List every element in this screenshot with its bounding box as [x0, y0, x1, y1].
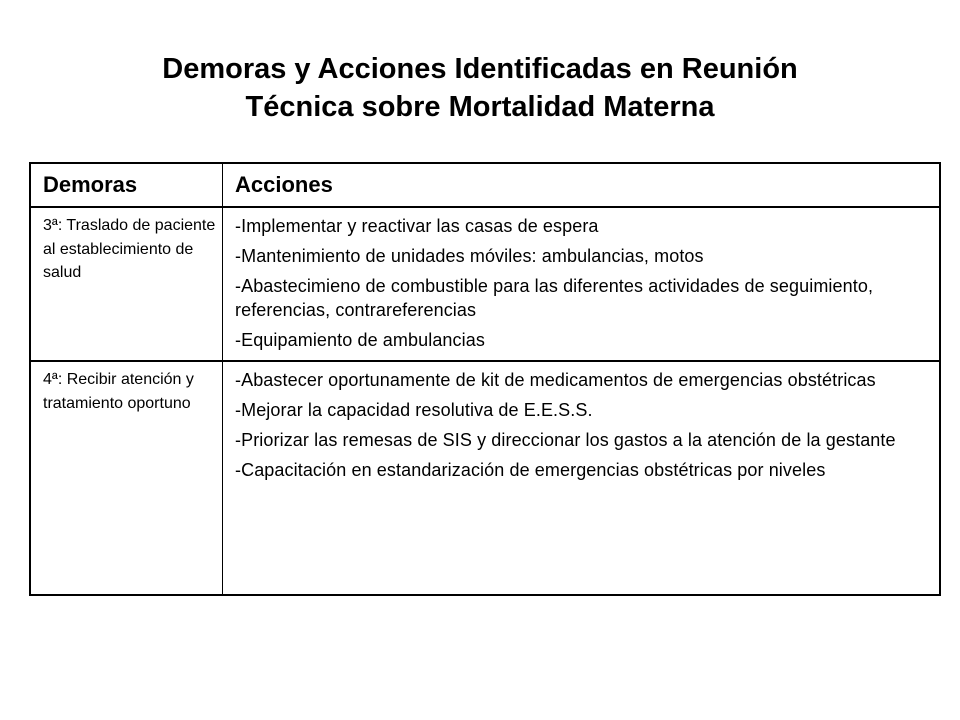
slide-title-line-1: Demoras y Acciones Identificadas en Reunión	[162, 53, 798, 85]
action-item: -Mejorar la capacidad resolutiva de E.E.S.S.	[235, 400, 593, 420]
delay-cell: 4ª: Recibir atención y tratamiento oportuno	[30, 361, 223, 595]
action-item: -Equipamiento de ambulancias	[235, 330, 485, 350]
slide-title-line-2: Técnica sobre Mortalidad Materna	[245, 91, 715, 123]
delay-cell: 3ª: Traslado de paciente al establecimiento de salud	[30, 207, 223, 361]
action-item: -Abastecimieno de combustible para las diferentes actividades de seguimiento, referencias, contrareferencias	[235, 276, 874, 320]
table-header-row	[30, 163, 940, 207]
table-row	[30, 361, 940, 595]
action-item: -Implementar y reactivar las casas de espera	[235, 216, 599, 236]
actions-cell	[223, 361, 941, 595]
slide-title	[40, 50, 920, 126]
action-item: -Abastecer oportunamente de kit de medicamentos de emergencias obstétricas	[235, 370, 876, 390]
header-delays: Demoras	[30, 163, 223, 207]
action-item: -Priorizar las remesas de SIS y direccionar los gastos a la atención de la gestante	[235, 430, 896, 450]
action-item: -Mantenimiento de unidades móviles: ambulancias, motos	[235, 246, 704, 266]
action-item: -Capacitación en estandarización de emergencias obstétricas por niveles	[235, 460, 826, 480]
actions-cell	[223, 207, 941, 361]
delays-actions-table	[29, 162, 941, 596]
header-actions: Acciones	[223, 163, 941, 207]
table-row	[30, 207, 940, 361]
